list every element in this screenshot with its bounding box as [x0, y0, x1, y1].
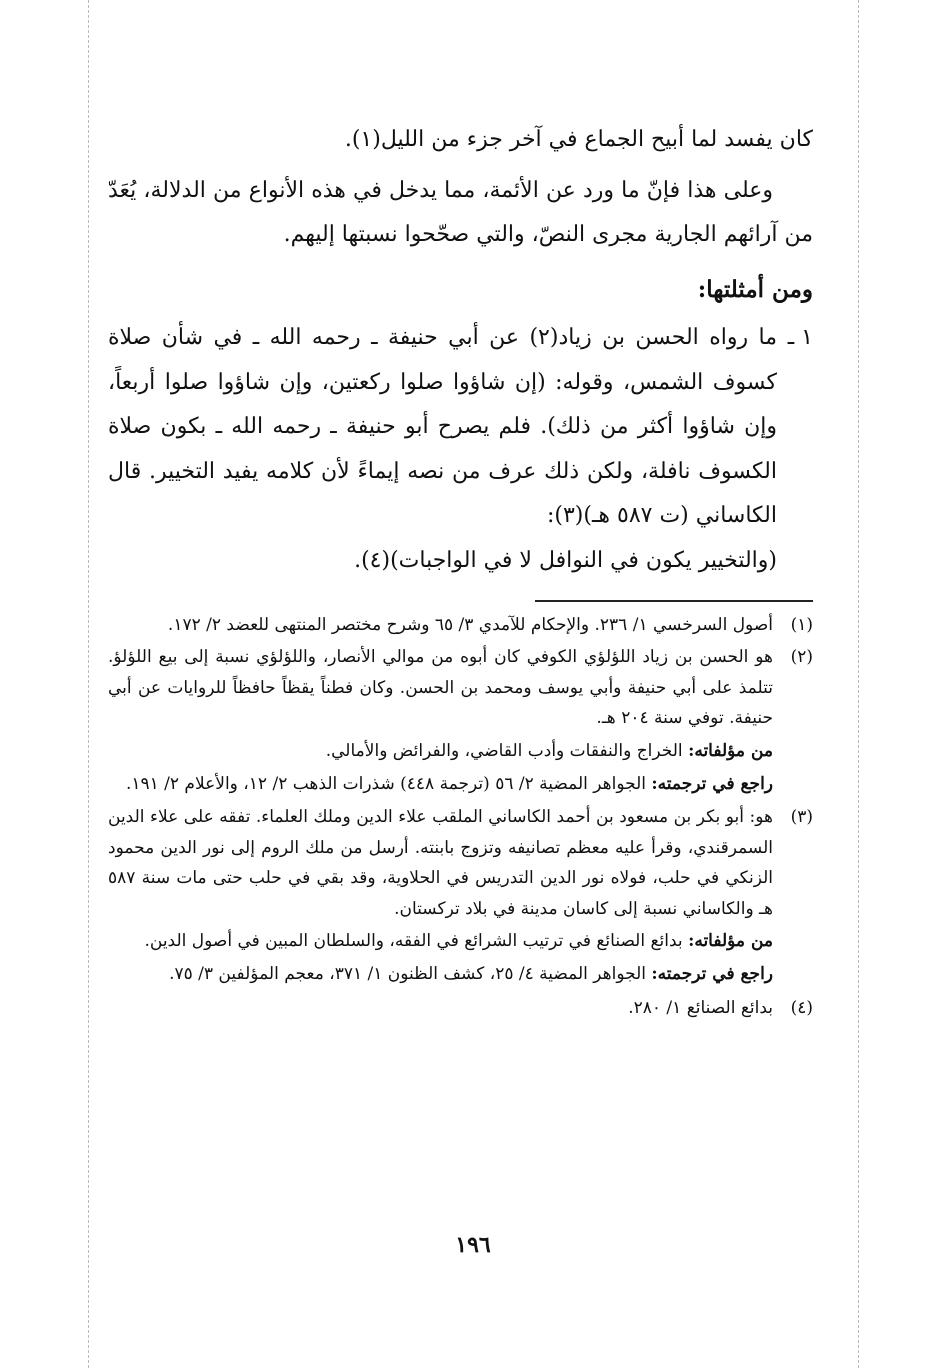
- footnote-2-works: [108, 736, 813, 766]
- footnote-3-references: [108, 959, 813, 989]
- works-label: من مؤلفاته:: [688, 931, 773, 952]
- footnote-3: [108, 802, 813, 924]
- footnote-number: (٤): [790, 997, 813, 1018]
- footnote-1: [108, 610, 813, 640]
- references-text: الجواهر المضية ٤/ ٢٥، كشف الظنون ١/ ٣٧١، معجم المؤلفين ٣/ ٧٥.: [169, 964, 646, 985]
- footnote-text: بدائع الصنائع ١/ ٢٨٠.: [628, 997, 773, 1018]
- footnote-text: هو: أبو بكر بن مسعود بن أحمد الكاساني الملقب علاء الدين وملك العلماء. تفقه على علاء الدين السمرقندي، وقرأ عليه معظم تصانيفه وتزوج بابنته. أرسل من ملك الروم إلى نور الدين محمود الزنكي في حلب، فولاه نور الدين التدريس في الحلاوية، وقد بقي في حلب حتى مات سنة ٥٨٧ هـ والكاساني نسبة إلى كاسان مدينة في بلاد تركستان.: [108, 807, 773, 919]
- main-text: [108, 118, 813, 583]
- footnote-number: (٢): [790, 647, 813, 668]
- footnote-2-references: [108, 769, 813, 799]
- scan-guide-left: [88, 0, 89, 1368]
- footnote-separator: [535, 600, 813, 602]
- example-item-1: [108, 316, 813, 583]
- footnote-number: (٣): [790, 807, 813, 828]
- works-text: الخراج والنفقات وأدب القاضي، والفرائض والأمالي.: [325, 740, 683, 761]
- footnote-4: [108, 993, 813, 1023]
- page-number: ١٩٦: [455, 1232, 491, 1258]
- footnote-3-works: [108, 926, 813, 956]
- example-item-text: ما رواه الحسن بن زياد(٢) عن أبي حنيفة ـ رحمه الله ـ في شأن صلاة كسوف الشمس، وقوله: (إن شاؤوا صلوا ركعتين، وإن شاؤوا صلوا أربعاً، وإن شاؤوا أكثر من ذلك). فلم يصرح أبو حنيفة ـ رحمه الله ـ بكون صلاة الكسوف نافلة، ولكن ذلك عرف من نصه إيماءً لأن كلامه يفيد التخيير. قال الكاساني (ت ٥٨٧ هـ)(٣):: [108, 325, 778, 528]
- footnotes-section: [108, 610, 813, 1025]
- example-item-quote: (والتخيير يكون في النوافل لا في الواجبات)(٤).: [354, 547, 777, 573]
- examples-heading: ومن أمثلتها:: [697, 275, 813, 303]
- footnote-2: [108, 642, 813, 733]
- paragraph-2: وعلى هذا فإنّ ما ورد عن الأئمة، مما يدخل في هذه الأنواع من الدلالة، يُعَدّ من آرائهم الجارية مجرى النصّ، والتي صحّحوا نسبتها إليهم.: [108, 177, 813, 247]
- scan-guide-right: [858, 0, 859, 1368]
- works-label: من مؤلفاته:: [688, 740, 773, 761]
- works-text: بدائع الصنائع في ترتيب الشرائع في الفقه، والسلطان المبين في أصول الدين.: [144, 931, 683, 952]
- example-item-number: ١ ـ: [787, 325, 813, 350]
- references-text: الجواهر المضية ٢/ ٥٦ (ترجمة ٤٤٨) شذرات الذهب ٢/ ١٢، والأعلام ٢/ ١٩١.: [125, 774, 646, 795]
- footnote-text: أصول السرخسي ١/ ٢٣٦. والإحكام للآمدي ٣/ ٦٥ وشرح مختصر المنتهى للعضد ٢/ ١٧٢.: [167, 615, 773, 635]
- footnote-number: (١): [790, 615, 813, 635]
- paragraph-1: كان يفسد لما أبيح الجماع في آخر جزء من الليل(١).: [344, 127, 813, 152]
- footnote-text: هو الحسن بن زياد اللؤلؤي الكوفي كان أبوه من موالي الأنصار، واللؤلؤي نسبة إلى بيع اللؤلؤ. تتلمذ على أبي حنيفة وأبي يوسف ومحمد بن الحسن. وكان فطناً يقظاً حافظاً للروايات عن أبي حنيفة. توفي سنة ٢٠٤ هـ.: [108, 647, 773, 729]
- references-label: راجع في ترجمته:: [651, 964, 773, 985]
- references-label: راجع في ترجمته:: [651, 774, 773, 795]
